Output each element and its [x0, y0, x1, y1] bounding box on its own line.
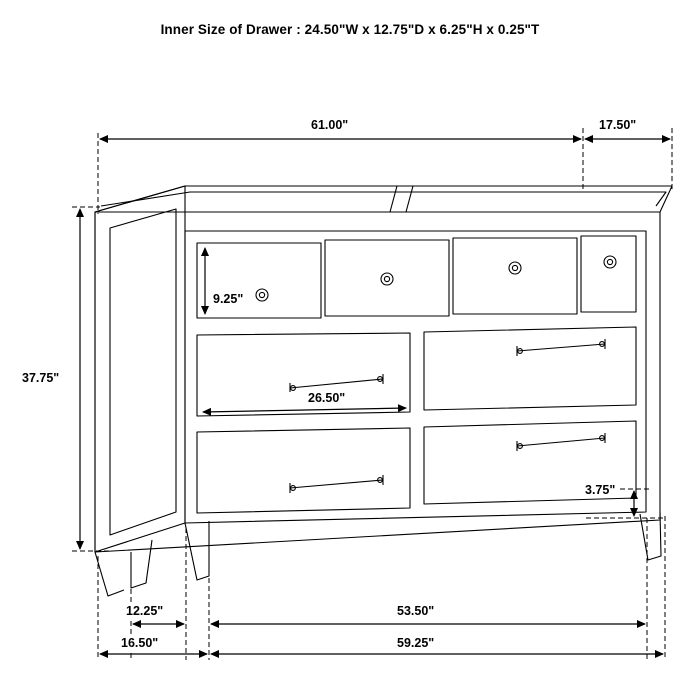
page-title: Inner Size of Drawer : 24.50"W x 12.75"D x 6.25"H x 0.25"T [160, 22, 540, 37]
drawer-knobs [256, 256, 616, 301]
dresser-outline [95, 186, 672, 596]
dimension-total-height: 37.75" [22, 371, 60, 385]
dimension-small-drawer-height: 9.25" [213, 292, 244, 306]
extension-lines [72, 128, 672, 660]
dimension-base-width-outer: 59.25" [397, 636, 435, 650]
dimension-large-drawer-width: 26.50" [308, 391, 346, 405]
dimension-top-width: 61.00" [311, 118, 349, 132]
dimension-arrows [80, 139, 670, 654]
dimension-foot-depth-inner: 12.25" [126, 604, 164, 618]
dimension-top-right-depth: 17.50" [599, 118, 637, 132]
dimension-base-width-inner: 53.50" [397, 604, 435, 618]
dimension-foot-depth-outer: 16.50" [121, 636, 159, 650]
dimension-leg-height: 3.75" [585, 483, 616, 497]
drawer-pulls [290, 339, 605, 493]
